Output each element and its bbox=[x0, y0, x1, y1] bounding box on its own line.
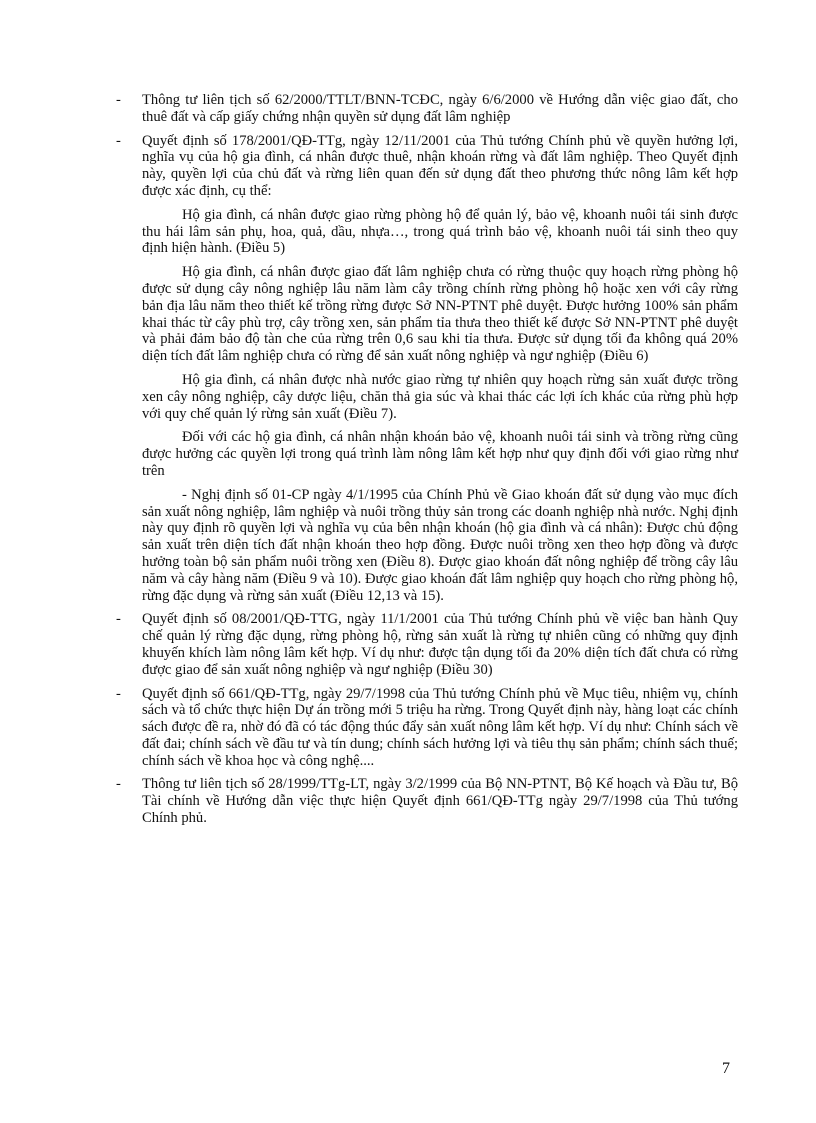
bullet-dash: - bbox=[116, 92, 121, 108]
item-text: Quyết định số 661/QĐ-TTg, ngày 29/7/1998 của Thủ tướng Chính phủ về Mục tiêu, nhiệm vụ, chính sách và tổ chức thực hiện Dự án trồng mới 5 triệu ha rừng. Trong Quyết định này, hàng loạt các chính sách được đề ra, nhờ đó đã có tác động thúc đẩy sản xuất nông lâm kết hợp. Ví dụ như: Chính sách về đất đai; chính sách về đầu tư và tín dung; chính sách hưởng lợi và tiêu thụ sản phẩm; chính sách thuế; chính sách về khoa học và công nghệ.... bbox=[142, 685, 738, 769]
list-item bbox=[116, 92, 738, 126]
list-item bbox=[116, 686, 738, 770]
paragraph: Đối với các hộ gia đình, cá nhân nhận khoán bảo vệ, khoanh nuôi tái sinh và trồng rừng cũng được hưởng các quyền lợi trong quá trình làm nông lâm kết hợp như quy định đối với giao rừng như trên bbox=[142, 429, 738, 479]
paragraph: - Nghị định số 01-CP ngày 4/1/1995 của Chính Phủ về Giao khoán đất sử dụng vào mục đích sản xuất nông nghiệp, lâm nghiệp và nuôi trồng thủy sản trong các doanh nghiệp nhà nước. Nghị định này quy định rõ quyền lợi và nghĩa vụ của bên nhận khoán (hộ gia đình và cá nhân): Được chủ động sản xuất trên diện tích đất nhận khoán theo hợp đồng. Được nuôi trồng xen theo hợp đồng và được hưởng toàn bộ sản phẩm nuôi trồng xen (Điều 8). Được giao khoán đất nông nghiệp để trồng cây lâu năm và cây hàng năm (Điều 9 và 10). Được giao khoán đất lâm nghiệp quy hoạch cho rừng phòng hộ, rừng đặc dụng và rừng sản xuất (Điều 12,13 và 15). bbox=[142, 486, 738, 604]
document-body bbox=[116, 92, 738, 834]
list-item bbox=[116, 776, 738, 826]
paragraph: Hộ gia đình, cá nhân được giao đất lâm nghiệp chưa có rừng thuộc quy hoạch rừng phòng hộ được sử dụng cây nông nghiệp lâu năm làm cây trồng chính rừng phòng hộ hoặc xen với cây rừng bản địa lâu năm theo thiết kế trồng rừng được Sở NN-PTNT phê duyệt. Được hưởng 100% sản phẩm khai thác từ cây phù trợ, cây trồng xen, sản phẩm tỉa thưa theo thiết kế được Sở NN-PTNT phê duyệt và phải đảm bảo độ tàn che của rừng trên 0,6 sau khi tỉa thưa. Được sử dụng tối đa không quá 20% diện tích đất lâm nghiệp chưa có rừng để sản xuất nông nghiệp và ngư nghiệp (Điều 6) bbox=[142, 264, 738, 365]
bullet-dash: - bbox=[116, 685, 121, 702]
list-item bbox=[116, 133, 738, 200]
item-text: Quyết định số 08/2001/QĐ-TTG, ngày 11/1/2001 của Thủ tướng Chính phủ về việc ban hành Quy chế quản lý rừng đặc dụng, rừng phòng hộ, rừng sản xuất là rừng tự nhiên cũng có những quy định khuyến khích làm nông lâm kết hợp. Ví dụ như: được tận dụng tối đa 20% diện tích đất chưa có rừng được giao để sản xuất nông nghiệp và ngư nghiệp (Điều 30) bbox=[142, 611, 738, 678]
paragraph: Hộ gia đình, cá nhân được nhà nước giao rừng tự nhiên quy hoạch rừng sản xuất được trồng xen cây nông nghiệp, cây dược liệu, chăn thả gia súc và khai thác các lợi ích khác của rừng phù hợp với quy chế quản lý rừng sản xuất (Điều 7). bbox=[142, 371, 738, 422]
item-text: Thông tư liên tịch số 28/1999/TTg-LT, ngày 3/2/1999 của Bộ NN-PTNT, Bộ Kế hoạch và Đầu tư, Bộ Tài chính về Hướng dẫn việc thực hiện Quyết định 661/QĐ-TTg ngày 29/7/1998 của Thủ tướng Chính phủ. bbox=[142, 776, 738, 827]
bullet-dash: - bbox=[116, 776, 121, 793]
bullet-dash: - bbox=[116, 611, 121, 628]
page-number: 7 bbox=[722, 1060, 730, 1077]
item-text: Thông tư liên tịch số 62/2000/TTLT/BNN-TCĐC, ngày 6/6/2000 về Hướng dẫn việc giao đất, cho thuê đất và cấp giấy chứng nhận quyền sử dụng đất lâm nghiệp bbox=[142, 92, 738, 125]
paragraph: Hộ gia đình, cá nhân được giao rừng phòng hộ để quản lý, bảo vệ, khoanh nuôi tái sinh được thu hái lâm sản phụ, hoa, quả, dầu, nhựa…, trong quá trình bảo vệ, khoanh nuôi tái sinh theo quy định hiện hành. (Điều 5) bbox=[142, 206, 738, 257]
item-text: Quyết định số 178/2001/QĐ-TTg, ngày 12/11/2001 của Thủ tướng Chính phủ về quyền hưởng lợi, nghĩa vụ của hộ gia đình, cá nhân được thuê, nhận khoán rừng và đất lâm nghiệp. Theo Quyết định này, quyền lợi của chủ đất và rừng liên quan đến sử dụng đất theo phương thức nông lâm kết hợp được xác định, cụ thể: bbox=[142, 132, 738, 199]
list-item bbox=[116, 611, 738, 678]
bullet-dash: - bbox=[116, 132, 121, 149]
